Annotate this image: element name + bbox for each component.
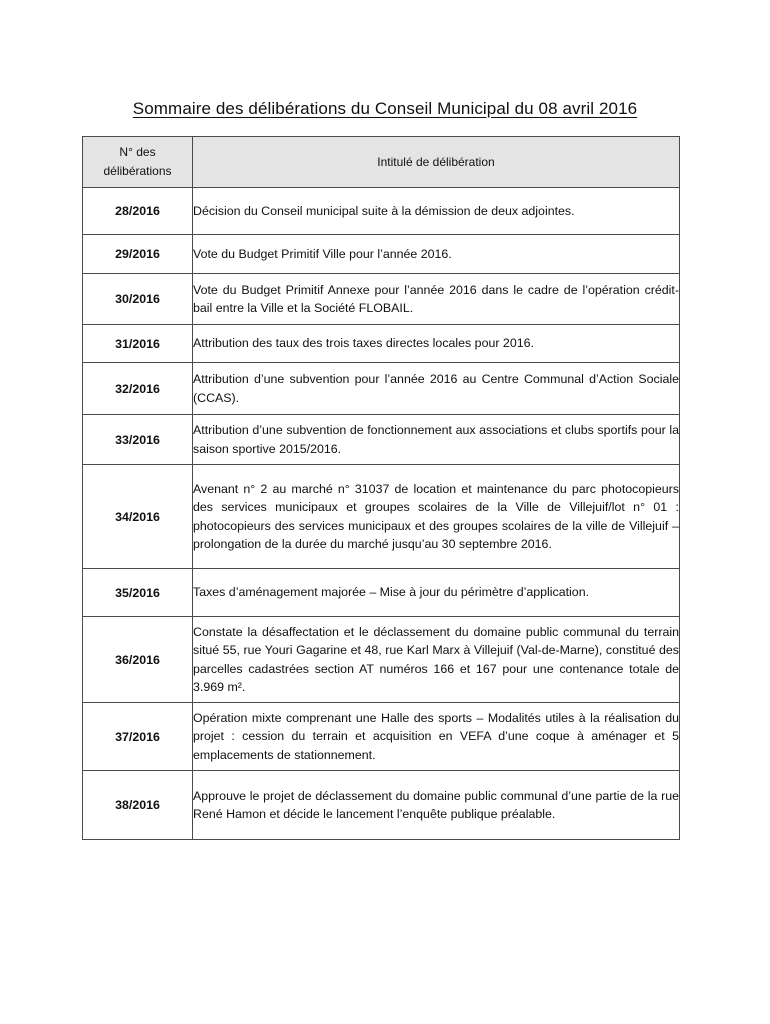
table-row (83, 617, 680, 703)
deliberation-title: Attribution d’une subvention pour l’année 2016 au Centre Communal d’Action Sociale (CCAS). (193, 363, 680, 415)
deliberation-number: 36/2016 (83, 617, 193, 703)
table-row (83, 325, 680, 363)
table-row (83, 465, 680, 569)
table-row (83, 363, 680, 415)
deliberation-number: 32/2016 (83, 363, 193, 415)
table-row (83, 274, 680, 325)
deliberation-number: 38/2016 (83, 771, 193, 840)
header-num-line1: N° des (119, 145, 156, 159)
table-row (83, 703, 680, 771)
deliberation-number: 29/2016 (83, 235, 193, 274)
deliberations-table (82, 136, 680, 840)
deliberation-number: 30/2016 (83, 274, 193, 325)
deliberation-title: Approuve le projet de déclassement du domaine public communal d’une partie de la rue René Hamon et décide le lancement l’enquête publique préalable. (193, 771, 680, 840)
deliberation-title: Décision du Conseil municipal suite à la démission de deux adjointes. (193, 188, 680, 235)
deliberation-number: 35/2016 (83, 569, 193, 617)
deliberation-title: Vote du Budget Primitif Annexe pour l’année 2016 dans le cadre de l’opération crédit-bail entre la Ville et la Société FLOBAIL. (193, 274, 680, 325)
table-row (83, 188, 680, 235)
deliberation-title: Vote du Budget Primitif Ville pour l’année 2016. (193, 235, 680, 274)
deliberation-number: 33/2016 (83, 415, 193, 465)
deliberation-number: 37/2016 (83, 703, 193, 771)
deliberation-number: 31/2016 (83, 325, 193, 363)
header-num (83, 137, 193, 188)
deliberation-title: Constate la désaffectation et le déclassement du domaine public communal du terrain situé 55, rue Youri Gagarine et 48, rue Karl Marx à Villejuif (Val-de-Marne), constitué des parcelles cadastrées section AT numéros 166 et 167 pour une contenance totale de 3.969 m². (193, 617, 680, 703)
page-title: Sommaire des délibérations du Conseil Municipal du 08 avril 2016 (132, 99, 638, 118)
table-row (83, 415, 680, 465)
table-row (83, 569, 680, 617)
deliberation-title: Opération mixte comprenant une Halle des sports – Modalités utiles à la réalisation du projet : cession du terrain et acquisition en VEFA d’une coque à aménager et 5 emplacements de stationnement. (193, 703, 680, 771)
deliberation-number: 28/2016 (83, 188, 193, 235)
deliberation-title: Attribution des taux des trois taxes directes locales pour 2016. (193, 325, 680, 363)
table-header-row (83, 137, 680, 188)
header-title: Intitulé de délibération (193, 137, 680, 188)
deliberation-title: Attribution d’une subvention de fonctionnement aux associations et clubs sportifs pour la saison sportive 2015/2016. (193, 415, 680, 465)
deliberation-title: Avenant n° 2 au marché n° 31037 de location et maintenance du parc photocopieurs des services municipaux et groupes scolaires de la Ville de Villejuif/lot n° 01 : photocopieurs des services municipaux et des groupes scolaires de la ville de Villejuif – prolongation de la durée du marché jusqu’au 30 septembre 2016. (193, 465, 680, 569)
deliberation-title: Taxes d’aménagement majorée – Mise à jour du périmètre d’application. (193, 569, 680, 617)
table-row (83, 235, 680, 274)
table-row (83, 771, 680, 840)
deliberation-number: 34/2016 (83, 465, 193, 569)
header-num-line2: délibérations (103, 164, 172, 178)
